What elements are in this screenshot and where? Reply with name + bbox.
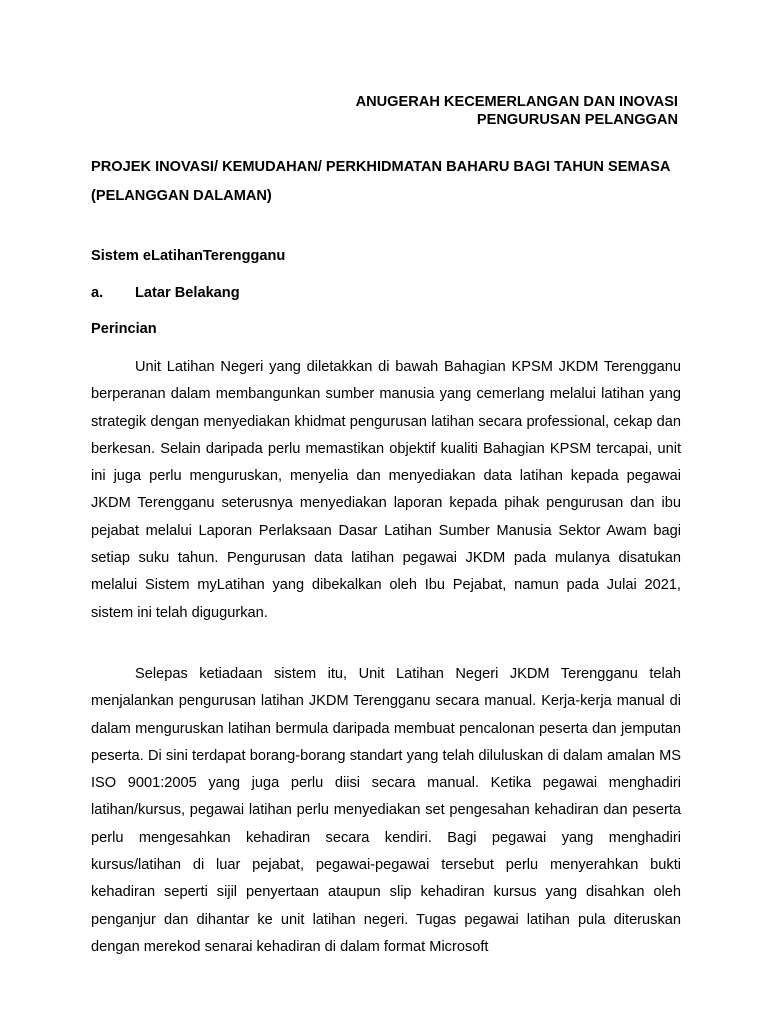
subheading-perincian: Perincian	[91, 321, 157, 337]
project-title: PROJEK INOVASI/ KEMUDAHAN/ PERKHIDMATAN BAHARU BAGI TAHUN SEMASA (PELANGGAN DALAMAN)	[91, 159, 670, 204]
award-header-line-1: ANUGERAH KECEMERLANGAN DAN INOVASI	[355, 94, 678, 110]
section-heading	[91, 283, 240, 303]
section-number: a.	[91, 285, 104, 301]
award-header	[356, 93, 678, 129]
award-header-line-2: PENGURUSAN PELANGGAN	[476, 112, 678, 128]
paragraph-1: Unit Latihan Negeri yang diletakkan di bawah Bahagian KPSM JKDM Terengganu berperanan dalam membangunkan sumber manusia yang cemerlang melalui latihan yang strategik dengan menyediakan khidmat pengurusan latihan secara professional, cekap dan berkesan. Selain daripada perlu memastikan objektif kualiti Bahagian KPSM tercapai, unit ini juga perlu menguruskan, menyelia dan menyediakan data latihan kepada pegawai JKDM Terengganu seterusnya menyediakan laporan kepada pihak pengurusan dan ibu pejabat melalui Laporan Perlaksaan Dasar Latihan Sumber Manusia Sektor Awam bagi setiap suku tahun. Pengurusan data latihan pegawai JKDM pada mulanya disatukan melalui Sistem myLatihan yang dibekalkan oleh Ibu Pejabat, namun pada Julai 2021, sistem ini telah digugurkan.	[91, 359, 681, 621]
section-title: Latar Belakang	[135, 285, 240, 301]
paragraph-2: Selepas ketiadaan sistem itu, Unit Latihan Negeri JKDM Terengganu telah menjalankan pengurusan latihan JKDM Terengganu secara manual. Kerja-kerja manual di dalam menguruskan latihan bermula daripada membuat pencalonan peserta dan jemputan peserta. Di sini terdapat borang-borang standart yang telah diluluskan di dalam amalan MS ISO 9001:2005 yang juga perlu diisi secara manual. Ketika pegawai menghadiri latihan/kursus, pegawai latihan perlu menyediakan set pengesahan kehadiran dan peserta perlu mengesahkan kehadiran secara kendiri. Bagi pegawai yang menghadiri kursus/latihan di luar pejabat, pegawai-pegawai tersebut perlu menyerahkan bukti kehadiran seperti sijil penyertaan ataupun slip kehadiran kursus yang disahkan oleh penganjur dan dihantar ke unit latihan negeri. Tugas pegawai latihan pula diteruskan dengan merekod senarai kehadiran di dalam format Microsoft	[91, 666, 681, 955]
system-name: Sistem eLatihanTerengganu	[91, 248, 286, 264]
